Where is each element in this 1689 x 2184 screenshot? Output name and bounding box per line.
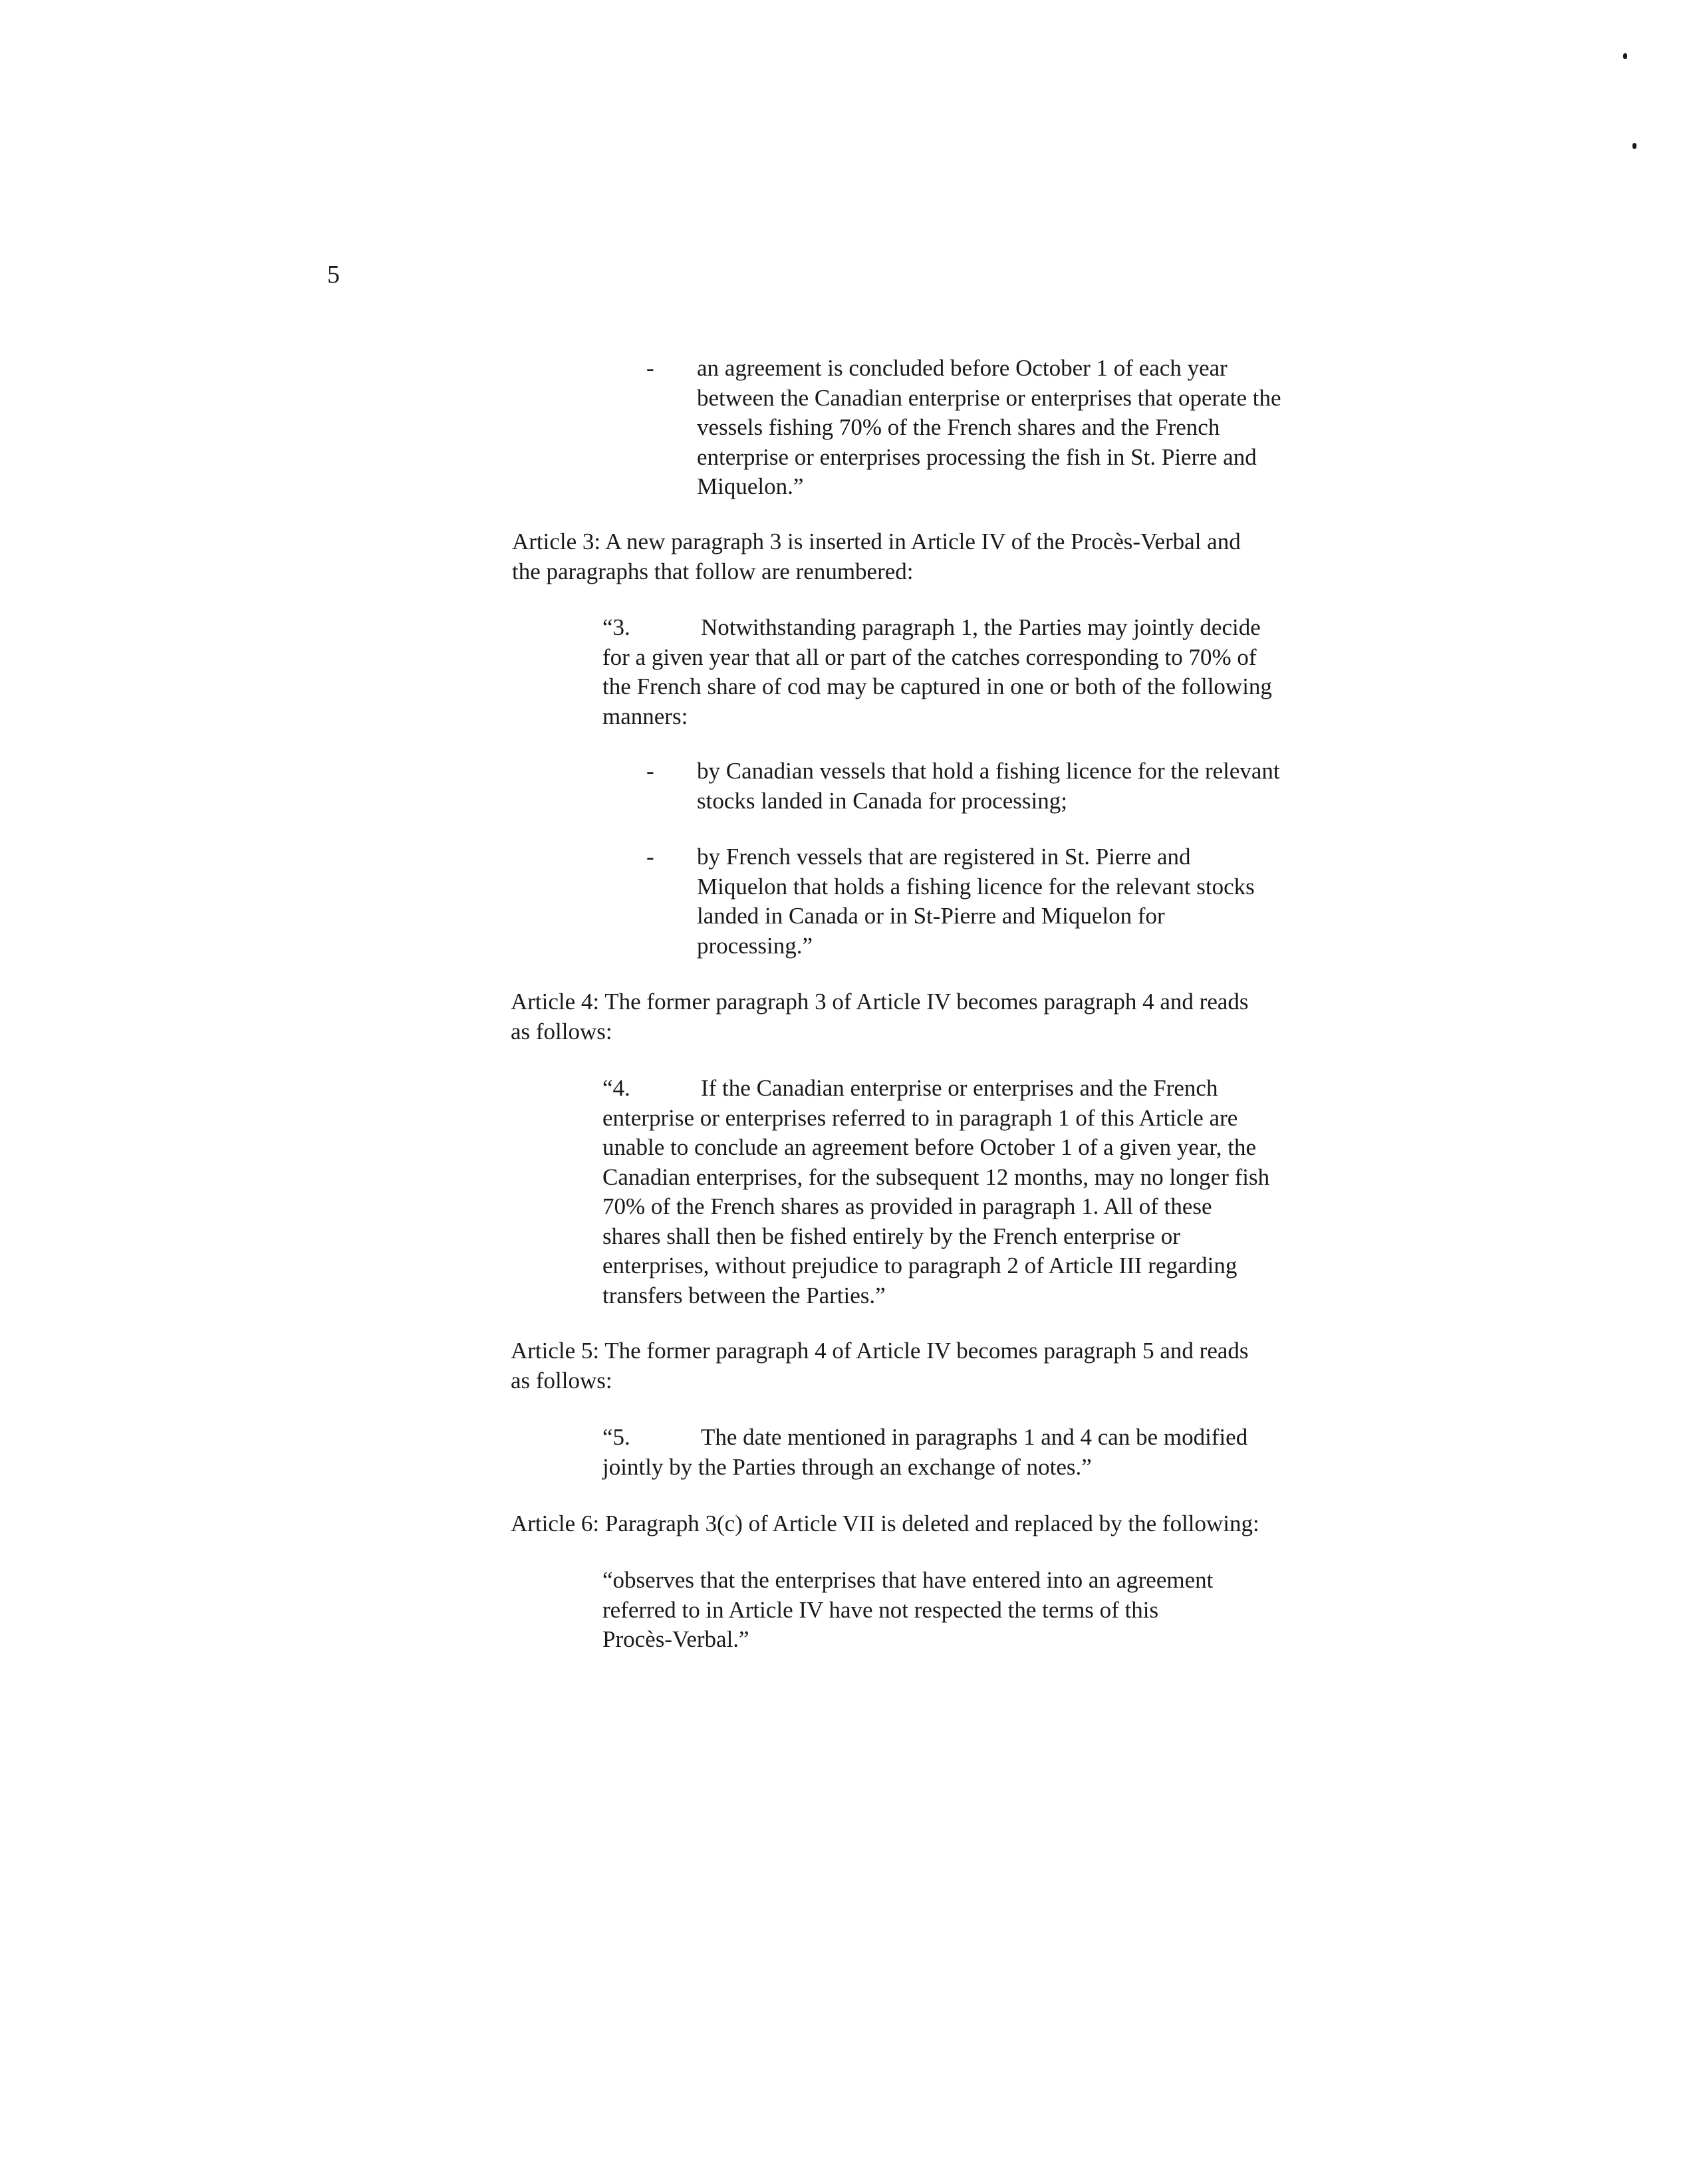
text-line: Canadian enterprises, for the subsequent 12 months, may no longer fish — [602, 1163, 1270, 1190]
text-line: Article 5: The former paragraph 4 of Article IV becomes paragraph 5 and reads — [511, 1338, 1249, 1364]
article-3-heading — [512, 527, 1241, 586]
text-segment: If the Canadian enterprise or enterprises and the French — [701, 1075, 1218, 1101]
text-line: an agreement is concluded before October 1 of each year — [697, 355, 1228, 381]
list-dash: - — [646, 844, 654, 870]
text-line: by Canadian vessels that hold a fishing licence for the relevant — [697, 758, 1280, 784]
text-line: 70% of the French shares as provided in paragraph 1. All of these — [602, 1193, 1212, 1219]
text-line: processing.” — [697, 932, 813, 959]
text-line: Article 3: A new paragraph 3 is inserted in Article IV of the Procès-Verbal and — [512, 529, 1241, 554]
intro-list-item — [697, 354, 1281, 502]
text-line: manners: — [602, 703, 688, 729]
text-line: between the Canadian enterprise or enterprises that operate the — [697, 384, 1281, 411]
scan-speck-mark — [1632, 143, 1636, 149]
text-line: the paragraphs that follow are renumbered: — [512, 558, 914, 584]
quote-first-line — [602, 613, 1272, 643]
text-line: referred to in Article IV have not respected the terms of this — [602, 1596, 1159, 1623]
list-dash: - — [646, 758, 654, 784]
article-4-quote — [602, 1074, 1269, 1310]
article-5-quote — [602, 1423, 1247, 1482]
text-line: Miquelon that holds a fishing licence for the relevant stocks — [697, 873, 1255, 900]
text-line: “observes that the enterprises that have entered into an agreement — [602, 1567, 1214, 1593]
text-line: enterprises, without prejudice to paragraph 2 of Article III regarding — [602, 1253, 1237, 1278]
text-line: Miquelon.” — [697, 473, 804, 499]
paragraph-number: “5. — [602, 1424, 630, 1450]
text-line: by French vessels that are registered in St. Pierre and — [697, 844, 1191, 870]
article-6-quote — [602, 1566, 1213, 1655]
text-line: stocks landed in Canada for processing; — [697, 787, 1067, 814]
article-3-quote — [602, 613, 1272, 731]
text-line: shares shall then be fished entirely by the French enterprise or — [602, 1223, 1180, 1249]
text-line: vessels fishing 70% of the French shares and the French — [697, 414, 1220, 440]
list-dash: - — [646, 355, 654, 381]
text-line: landed in Canada or in St-Pierre and Miquelon for — [697, 903, 1165, 929]
text-line: Procès-Verbal.” — [602, 1626, 749, 1652]
text-line: Article 6: Paragraph 3(c) of Article VII is deleted and replaced by the following: — [511, 1511, 1259, 1536]
text-line: transfers between the Parties.” — [602, 1282, 886, 1308]
quote-first-line — [602, 1074, 1269, 1104]
text-line: Article 4: The former paragraph 3 of Article IV becomes paragraph 4 and reads — [511, 989, 1249, 1015]
article-6-heading — [511, 1509, 1259, 1539]
quote-first-line — [602, 1423, 1247, 1453]
text-line: jointly by the Parties through an exchange of notes.” — [602, 1453, 1092, 1480]
text-line: the French share of cod may be captured in one or both of the following — [602, 673, 1272, 699]
text-line: enterprise or enterprises processing the fish in St. Pierre and — [697, 443, 1257, 470]
article-3-list-item — [697, 842, 1255, 961]
text-line: unable to conclude an agreement before October 1 of a given year, the — [602, 1134, 1257, 1160]
text-line: for a given year that all or part of the catches corresponding to 70% of — [602, 644, 1257, 670]
text-segment: Notwithstanding paragraph 1, the Parties may jointly decide — [701, 614, 1261, 640]
article-4-heading — [511, 987, 1249, 1046]
text-line: as follows: — [511, 1018, 612, 1044]
text-line: enterprise or enterprises referred to in paragraph 1 of this Article are — [602, 1104, 1238, 1131]
page-number: 5 — [327, 261, 340, 289]
scan-speck-mark — [1623, 53, 1627, 59]
paragraph-number: “3. — [602, 614, 630, 640]
paragraph-number: “4. — [602, 1075, 630, 1101]
article-3-list-item — [697, 757, 1280, 816]
article-5-heading — [511, 1336, 1249, 1395]
text-line: as follows: — [511, 1367, 612, 1394]
text-segment: The date mentioned in paragraphs 1 and 4 can be modified — [701, 1424, 1248, 1450]
